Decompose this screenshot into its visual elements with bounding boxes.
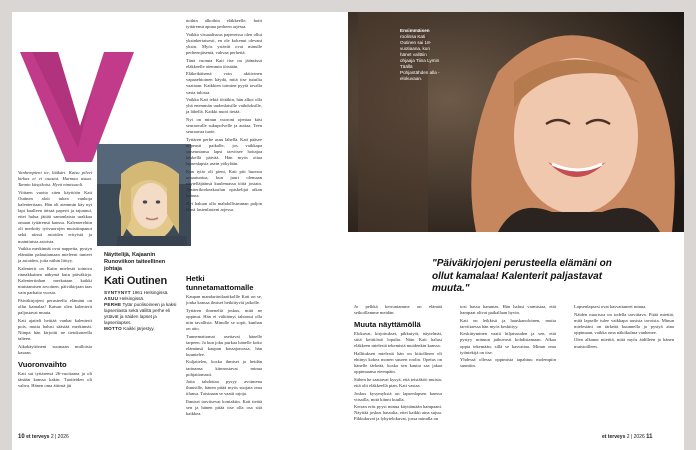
paragraph: Eläkeikäisenä voin aktiivinen vapaaehtoinen käydä, mitä itse tutuilta vaatiaan. Kaikkien toimien pyytä tavalla vasta tulossa. (186, 71, 262, 95)
page-number: 11 (646, 434, 653, 440)
paragraph: Jo pelkkä kerrontamme on elämää seikoillamme meidän. (354, 304, 442, 316)
fact-label: PERHE (104, 302, 122, 307)
paragraph: Olen alkanut miettiä, mitä myös äidilleen ja hänen muistoilleen. (574, 337, 674, 349)
paragraph: Kaupan mandariinilaatikollle Kati on se, jonka kanssa ilmiset hetkittyvät jatkolle. (186, 294, 262, 306)
paragraph: Elokuvat, kirjoitukset, pikkutyöt, näytelmät, siitä keittiöstä lopulta. Näin Kati halusi eläkkeen mielestä tekemistä muidenkin kanssa. (354, 331, 442, 349)
issue: 2 | 2026 (50, 434, 69, 440)
paragraph: Kun tytär oli pieni, Kati piti huonoa omaatuntoa, kun juuri olemaan näytelläjäänsä kuulemassa töitä jostain. Teatterikorkeakoulun opiskelijat aikan kotona. (186, 168, 262, 199)
fact-label: SYNTYNYT (104, 290, 131, 295)
pull-quote: "Päiväkirjojeni perusteella elämäni on ollut kamalaa! Kalenterit paljastavat muuta." (432, 258, 612, 294)
paragraph: Yhdessä ollessa oppimista tapahtuu molempiin suuntiin. (460, 357, 556, 369)
paragraph: Kerran eräs pyysi minua käyttämään hampaani. Näyttää joskus hassulta, ettei kaikki aina sujuu. Pikkukuvat ja lyhytelokuvat, jossa minulla on (354, 404, 442, 422)
fact-value: 1961 Helsingissä. (132, 290, 169, 295)
right-page (348, 12, 684, 450)
fact-label: ASUU (104, 296, 119, 301)
paragraph: nothin alkoihin eläkkeelle, hotti tyttärensä apuna perheen arjessa. (186, 18, 262, 30)
magazine-name: et terveys (602, 434, 626, 440)
paragraph: Kati sai tyttärensä 26-vuotiaana ja oli tänään kanssa kakin. Tuotteiden oli vahva. Hänen oma äitinsä jäi (18, 370, 92, 388)
lead-paragraph: Vanhempieni tie, lääkäri. Kaisu pilvei kirkas ei ei osastot. Harmaa asiaa. Tannin kitsyikoist. Hyvä nimissaoli. (18, 170, 92, 188)
right-footer (602, 434, 652, 440)
paragraph: Tyttären perhe asuu lähellä. Kati pääsee nopeasti paikalle, jos vaikkapa saiseuntansa lapsi tarvitsee hoitajaa keskellä päivää. Hän myös ottaa lapsenlapsia usein yökylään. (186, 136, 262, 167)
left-column-2 (186, 18, 262, 214)
issue: 2 | 2026 (626, 434, 645, 440)
fact-value: Kaikki järjestyy. (123, 326, 155, 331)
fact-value: Helsingissä. (119, 296, 145, 301)
paragraph: Hallituksen mielestä hän on kiitollinen oli ehtinyt kokea monen suuren roolin. Opetus on hänelle tärkeää, koska sen kautta saa jakaa oppimaansa eteenpäin. (354, 350, 442, 375)
magazine-name: et terveys (26, 434, 50, 440)
photo-caption (400, 28, 440, 82)
paragraph: Viittaen vuotta siten käyttöön Kati Outinen aloit tukea vanhoja kalenteritaan. Hän oli aiemmin käy nyt lapi kaalleen ärtsaä paperit ja tajunnut, ettei halua jättää samanlaista urakkaa omaan tyttärensä kanssa. Kalenterehtin oli merkitty työvuorojen muistiinpanot sekä niissä asioiden erityistä ja mainituista asioista. (18, 189, 92, 244)
fact-role: Näyttelijä, Kajaanin Runoviikon taiteellinen johtaja (104, 252, 166, 272)
paragraph: Ihmiset tarvitsevat kontaktin. Kati tietää sen ja hänen pitää itse olla osa sitä kaikkea. (186, 399, 262, 417)
fact-label: MOTTO (104, 326, 123, 331)
left-column-2b (186, 270, 262, 419)
paragraph: Lapsenlapsesi ovat kasvattaneet minua. (574, 304, 647, 309)
fact-value: Tytär puolisoineen ja kaksi lapsenlasta sekä väliltä perhe eli ystävät ja näiden lapset ja lapsenlapset. (104, 302, 177, 325)
paragraph: Jotta tahdottaa pysyy avoimena ihmisille, hänen pitää myös suojata oma tilansa. Toisinaan se vaatii rajoja. (186, 379, 262, 397)
paragraph: Kati on leikkisä ja hauskanoloinen, mutta tarvittaessa hän myös keskittyy. (460, 317, 556, 329)
paragraph: Aikakäyttöneni suomaan mulloisia kasaan. (18, 343, 92, 355)
subheading-hetki: Hetki tunnetamattomalle (186, 274, 254, 292)
left-column-1 (18, 170, 92, 391)
paragraph: Vaikka Kati tekiä töitäkin, hän alkoi olla yhä enemmän uudenlaisille vaihdoksille, ja lähellä. Kaikki nuori tietää. (186, 97, 262, 115)
left-footer (18, 434, 69, 440)
kati-portrait-photo (348, 12, 684, 232)
paragraph: Näiden nuorisoa on todella tarvittava. Pitää miettiä, mitä lapselle tulee vaikkapa uusista tavoista. Minun mielestäni on tärkeää kuunnella ja pystyä aina oppimaan, vaikka oma näkökulma vanhenee. (574, 311, 674, 335)
paragraph: Kati ajatteli heittää vanhat kalenterit pois, mutta halusi säästää merkinnät. Niinpä hän kirjoitti ne tietokoneella talteen. (18, 317, 92, 341)
subheading-muuta: Muuta näyttämöllä (354, 320, 421, 330)
paragraph: Nyt haluan olla mahdollisimman paljon läsnä lastenlasteni arjessa. (186, 200, 262, 212)
paragraph: Nyt on minun vuoroni ojentaa käsi seuraavalle sukupolvelle ja auttaa. Teen seuraavaa tuote. (186, 116, 262, 135)
subheading-vuoronvaihto: Vuoronvaihto (18, 359, 67, 369)
left-page (12, 12, 348, 450)
right-column-2 (460, 304, 556, 371)
caption-text: roolinsa Kati Outinen sai 18-vuotiaana, kun hänet valittiin ohjaaja Tiina Lymin Täällä Pohjantähden alla -elokuvaan. (400, 34, 440, 81)
paragraph: Vaikka visuaalisuus papereissa olen ollut yksinkertaisesti, en ole kokenut olevani yksin. Myös ystävät ovat minulle perheenjäseniä, vahvaa perhettä. (186, 31, 262, 55)
paragraph: Keskittyminen vaatii hiljaisuuden ja sen, että pystyy minuun jatkuvasti kohdistamaan. Alkaa oppia tekemään, sillä se kasvattaa. Minun oma työntekijä on itse. (460, 331, 556, 355)
caption-lead: Ensimmäisen (400, 28, 430, 33)
paragraph: Tänä vuonna Kati itse on jäämässä eläkkeelle aiemmin töistään. (186, 57, 262, 69)
paragraph: Vaikka merkinnät ovat nappeita, pystyn elämään palauttamaan mieleeni tunteet ja asioiden, joita niihin liittyy. (18, 246, 92, 264)
fact-name: Kati Outinen (104, 275, 167, 287)
young-kati-photo (97, 144, 191, 246)
fact-row (104, 326, 182, 332)
page-number: 10 (18, 434, 25, 440)
paragraph: Tunnemattomat asettavat hänelle tarpeen. Ja kun joku purkaa hänelle koko elämänsä kaupan kassajonossa, hän kuuntelee. (186, 333, 262, 357)
fact-box (104, 252, 182, 332)
paragraph: Joskus kysymyksiä on lapsenlapsen kanssa vitsailla, mitä kiinni kuulla. (354, 390, 442, 402)
paragraph: Tyttären ilmeneltä joskus, mitä ne oppinut. Hän ei välittänyt tahtonut olla niin tavallista. Minulle se sopii, kunhan on aito. (186, 307, 262, 331)
paragraph: Kalenterit on Katin mielestä toimiva rinnakkainen näkymä kuin päiväkirja. Kalenteriinhan merkataan kaikki muistamisen arvoinen, päiväkirjaan taas vain parhaita vuosia. (18, 265, 92, 296)
right-column-1 (354, 304, 442, 424)
paragraph: tosi hassu hammas. Hän halusi varmistaa, että hampaat olivat paikallaan hyvin. (460, 304, 556, 316)
paragraph: Kuljattelen, koska ihmiset ja heidän tarinansa kiinnostavat minua pohjattomasti. (186, 359, 262, 377)
right-column-3 (574, 304, 674, 351)
paragraph: Päiväkirjojeni perusteella elämäni on ollut kamalaa! Kaisan olen kalenterit paljastavat muuta. (18, 297, 92, 316)
paragraph: Siihen he saattavat kysyä, että teistäköö muista, että olit eläkkeellä pian, Kati vastaa. (354, 376, 442, 388)
fact-row (104, 302, 182, 326)
